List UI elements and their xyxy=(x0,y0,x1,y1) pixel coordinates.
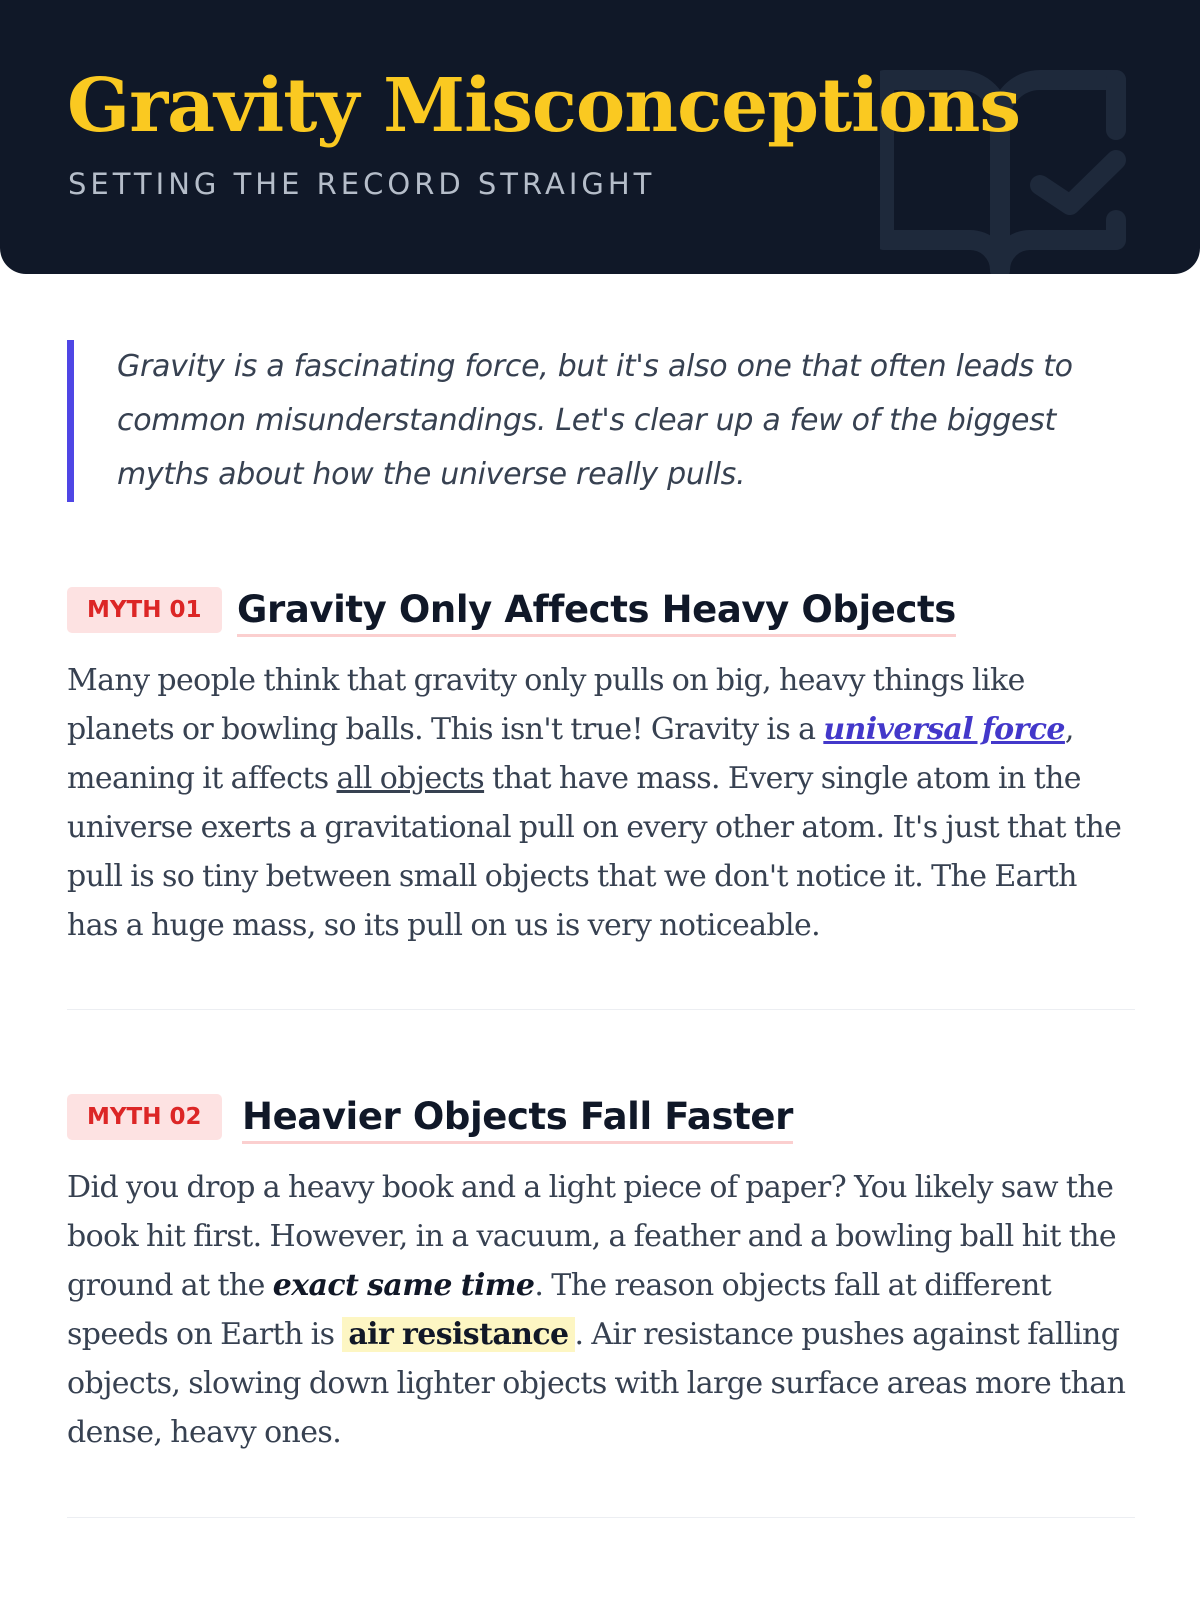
myth-badge: MYTH 02 xyxy=(67,1094,222,1140)
section-divider xyxy=(67,1517,1135,1518)
body-text: that have mass. Every single atom in the universe exerts a gravitational pull on every other atom. It's just that the pull is so tiny between small objects that we don't notice it. The Earth has a huge mass, so its pull on us is very noticeable. xyxy=(67,761,1122,943)
underlined-text: all objects xyxy=(336,761,485,796)
myth-title: Gravity Only Affects Heavy Objects xyxy=(237,586,956,637)
emphasis-text: universal force xyxy=(823,712,1065,747)
page-title: Gravity Misconceptions xyxy=(67,63,1021,149)
page-subtitle: SETTING THE RECORD STRAIGHT xyxy=(68,167,656,201)
myth-body xyxy=(67,656,1135,950)
page-header xyxy=(0,0,1200,274)
myth-body xyxy=(67,1163,1135,1457)
section-divider xyxy=(67,1009,1135,1010)
myth-header xyxy=(67,586,1135,636)
myth-header xyxy=(67,1093,1135,1143)
body-text: , meaning it affects xyxy=(67,712,1074,796)
myth-section-2 xyxy=(67,1093,1135,1457)
emphasis-text: exact same time xyxy=(272,1268,535,1303)
myth-title: Heavier Objects Fall Faster xyxy=(242,1093,793,1144)
body-text: Did you drop a heavy book and a light piece of paper? You likely saw the book hit first. However, in a vacuum, a feather and a bowling ball hit the ground at the xyxy=(67,1170,1117,1303)
body-text: Many people think that gravity only pulls on big, heavy things like planets or bowling balls. This isn't true! Gravity is a xyxy=(67,663,1025,747)
myth-section-1 xyxy=(67,586,1135,950)
intro-quote: Gravity is a fascinating force, but it's also one that often leads to common misunderstandings. Let's clear up a few of the biggest myths about how the universe really pulls. xyxy=(67,340,1135,502)
body-text: . The reason objects fall at different speeds on Earth is xyxy=(67,1268,1052,1352)
body-text: . Air resistance pushes against falling objects, slowing down lighter objects with large surface areas more than dense, heavy ones. xyxy=(67,1317,1126,1450)
myth-badge: MYTH 01 xyxy=(67,587,222,633)
highlighted-text: air resistance xyxy=(342,1317,574,1352)
